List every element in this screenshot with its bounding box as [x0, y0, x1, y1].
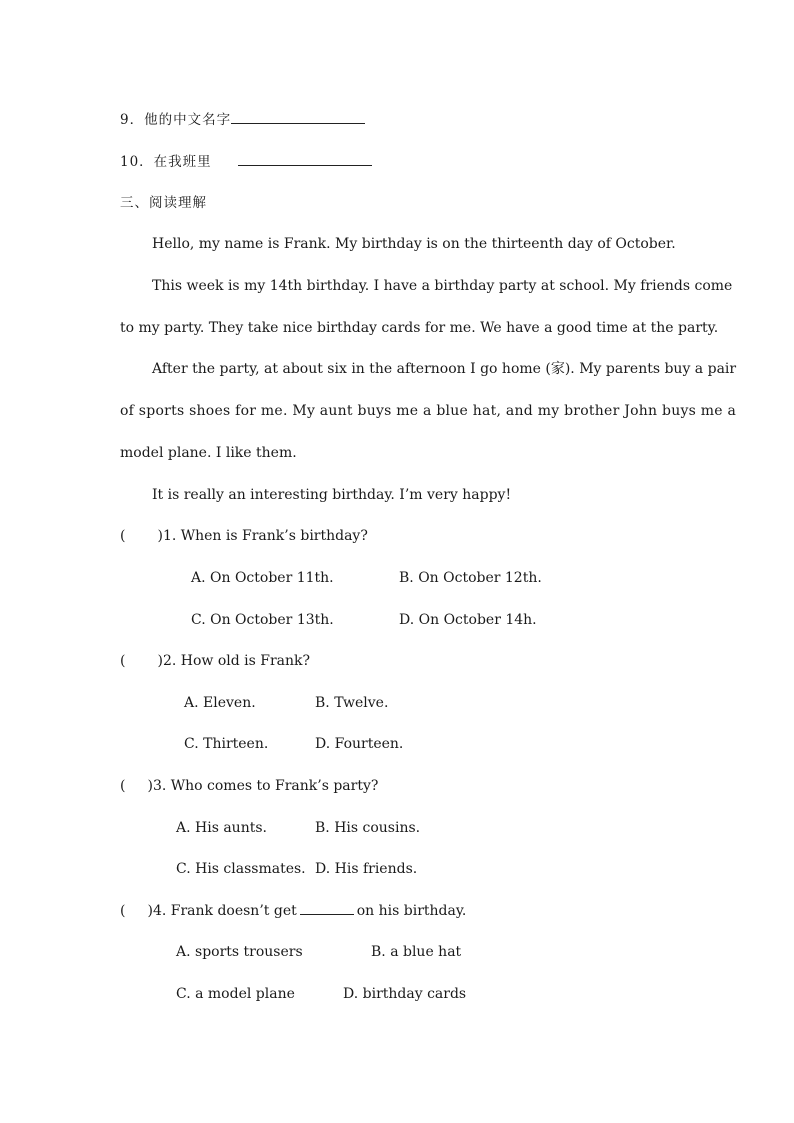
answer-bracket-close: ) [147, 903, 153, 919]
option-c[interactable]: C. On October 13th. [191, 612, 334, 628]
passage-paragraph-4: It is really an interesting birthday. I’m very happy! [152, 487, 512, 503]
question-stem: 3. Who comes to Frank’s party? [152, 778, 379, 794]
option-a[interactable]: A. Eleven. [184, 695, 256, 711]
vocab-item-9-label: 9．他的中文名字 [120, 112, 232, 128]
question-3 [120, 777, 378, 795]
answer-bracket-open[interactable]: ( [120, 653, 126, 669]
question-1 [120, 527, 368, 545]
option-b[interactable]: B. a blue hat [371, 944, 462, 960]
vocab-item-10 [120, 151, 372, 171]
passage-paragraph-1: Hello, my name is Frank. My birthday is on the thirteenth day of October. [152, 236, 676, 252]
option-d[interactable]: D. On October 14h. [399, 612, 537, 628]
option-d[interactable]: D. His friends. [315, 861, 418, 877]
question-4 [120, 902, 466, 920]
answer-bracket-close: ) [157, 653, 163, 669]
passage-paragraph-2-line-1: This week is my 14th birthday. I have a birthday party at school. My friends come [152, 278, 733, 294]
section-heading: 三、阅读理解 [120, 195, 207, 211]
passage-paragraph-3-line-3: model plane. I like them. [120, 445, 297, 461]
option-b[interactable]: B. On October 12th. [399, 570, 542, 586]
answer-blank-9[interactable] [231, 109, 365, 124]
passage-paragraph-2-line-2: to my party. They take nice birthday cards for me. We have a good time at the party. [120, 320, 719, 336]
question-stem-start: 4. Frank doesn’t get [152, 903, 297, 919]
question-stem-end: on his birthday. [356, 903, 467, 919]
passage-paragraph-3-line-1: After the party, at about six in the afternoon I go home (家). My parents buy a pair [152, 361, 737, 377]
option-a[interactable]: A. On October 11th. [191, 570, 334, 586]
answer-bracket-close: ) [147, 778, 153, 794]
option-c[interactable]: C. a model plane [176, 986, 295, 1002]
option-a[interactable]: A. sports trousers [176, 944, 303, 960]
answer-bracket-close: ) [157, 528, 163, 544]
vocab-item-9 [120, 109, 365, 129]
answer-blank-10[interactable] [238, 151, 372, 166]
answer-bracket-open[interactable]: ( [120, 903, 126, 919]
question-stem: 2. How old is Frank? [162, 653, 311, 669]
passage-paragraph-3-line-2: of sports shoes for me. My aunt buys me a blue hat, and my brother John buys me a [120, 403, 737, 419]
option-a[interactable]: A. His aunts. [176, 820, 267, 836]
option-d[interactable]: D. Fourteen. [315, 736, 404, 752]
option-b[interactable]: B. Twelve. [315, 695, 389, 711]
vocab-item-10-label: 10．在我班里 [120, 154, 212, 170]
option-c[interactable]: C. His classmates. [176, 861, 306, 877]
answer-blank-4[interactable] [300, 902, 354, 915]
option-b[interactable]: B. His cousins. [315, 820, 421, 836]
option-c[interactable]: C. Thirteen. [184, 736, 269, 752]
answer-bracket-open[interactable]: ( [120, 778, 126, 794]
option-d[interactable]: D. birthday cards [343, 986, 467, 1002]
answer-bracket-open[interactable]: ( [120, 528, 126, 544]
question-2 [120, 652, 310, 670]
question-stem: 1. When is Frank’s birthday? [162, 528, 368, 544]
